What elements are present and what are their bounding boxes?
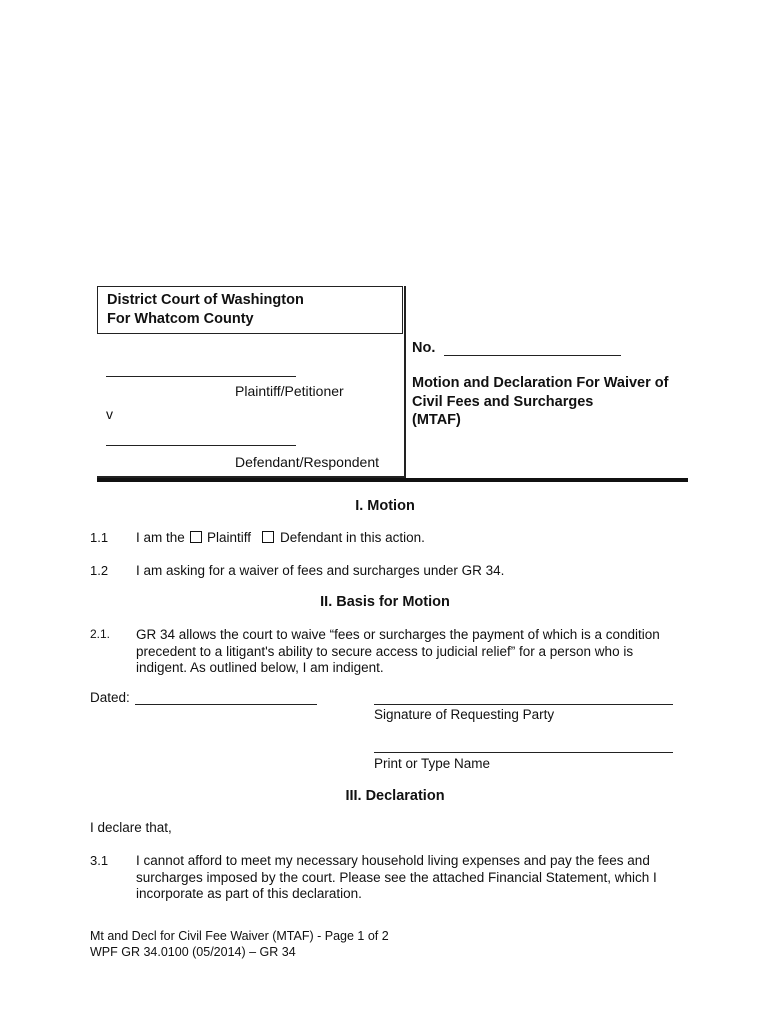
dated-label: Dated:	[90, 690, 130, 705]
section-2-heading: II. Basis for Motion	[320, 594, 450, 610]
footer-line-1: Mt and Decl for Civil Fee Waiver (MTAF) - Page 1 of 2	[90, 929, 389, 943]
plaintiff-option-label: Plaintiff	[207, 530, 252, 545]
item-3-1-number: 3.1	[90, 853, 109, 868]
case-number-label: No.	[412, 340, 436, 356]
defendant-label: Defendant/Respondent	[235, 454, 379, 470]
form-title	[412, 374, 668, 430]
print-name-label: Print or Type Name	[374, 756, 491, 771]
declaration-intro: I declare that,	[90, 820, 172, 835]
defendant-option-label: Defendant in this action.	[280, 530, 425, 545]
case-number-line[interactable]	[444, 355, 621, 356]
signature-line[interactable]	[374, 704, 673, 705]
item-3-1-text	[136, 853, 657, 903]
item-1-1-number: 1.1	[90, 530, 109, 545]
defendant-checkbox[interactable]	[262, 531, 274, 543]
footer-line-2: WPF GR 34.0100 (05/2014) – GR 34	[90, 944, 296, 959]
defendant-name-line[interactable]	[106, 445, 296, 446]
item-2-1-text	[136, 627, 660, 677]
court-name: District Court of Washington	[107, 292, 304, 308]
plaintiff-label: Plaintiff/Petitioner	[235, 383, 344, 399]
page-footer	[90, 929, 389, 960]
item-1-1-prefix: I am the	[136, 530, 185, 545]
plaintiff-checkbox[interactable]	[190, 531, 202, 543]
form-title-line-3: (MTAF)	[412, 412, 461, 428]
versus-label: v	[106, 406, 113, 422]
section-1-heading: I. Motion	[355, 498, 415, 514]
plaintiff-name-line[interactable]	[106, 376, 296, 377]
form-title-line-1: Motion and Declaration For Waiver of	[412, 375, 669, 391]
date-line[interactable]	[135, 704, 317, 705]
item-1-2-number: 1.2	[90, 563, 109, 578]
caption-rule	[97, 478, 688, 482]
form-title-line-2: Civil Fees and Surcharges	[412, 393, 594, 410]
item-2-1-line-2: precedent to a litigant's ability to secure access to judicial relief” for a person who is	[136, 643, 634, 659]
signature-label: Signature of Requesting Party	[374, 707, 555, 722]
section-3-heading: III. Declaration	[345, 788, 445, 804]
county-name: For Whatcom County	[107, 311, 254, 327]
caption-divider	[404, 286, 406, 478]
item-2-1-number: 2.1.	[90, 627, 111, 641]
item-3-1-line-1: I cannot afford to meet my necessary household living expenses and pay the fees and	[136, 853, 650, 868]
item-2-1-line-3: indigent. As outlined below, I am indigent.	[136, 660, 384, 675]
item-3-1-line-2: surcharges imposed by the court. Please see the attached Financial Statement, which I	[136, 869, 657, 885]
item-3-1-line-3: incorporate as part of this declaration.	[136, 886, 362, 901]
item-2-1-line-1: GR 34 allows the court to waive “fees or surcharges the payment of which is a condition	[136, 627, 660, 642]
print-name-line[interactable]	[374, 752, 673, 753]
item-1-2-text: I am asking for a waiver of fees and surcharges under GR 34.	[136, 563, 505, 578]
